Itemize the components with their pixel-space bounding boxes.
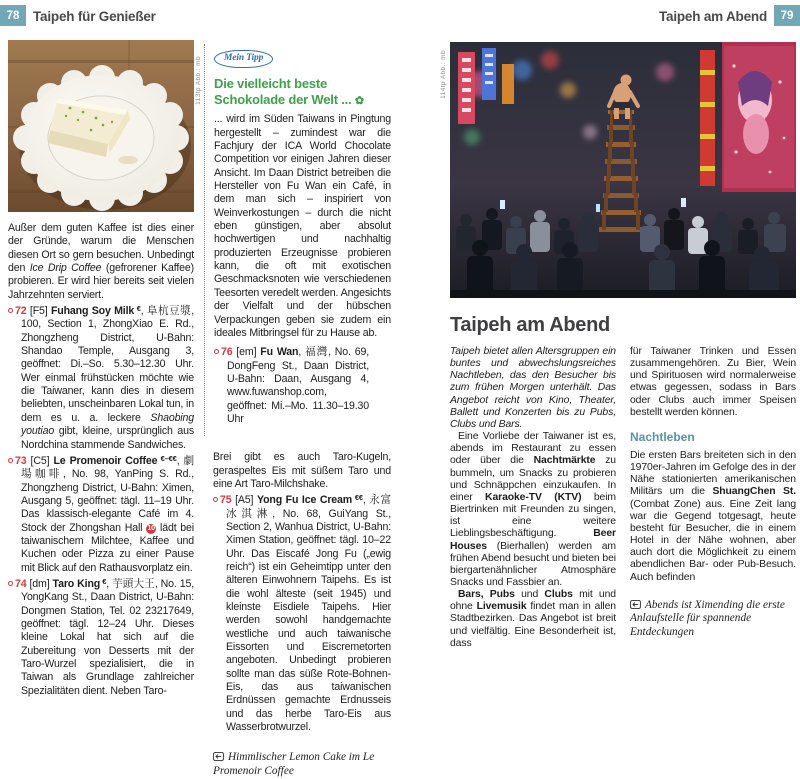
paragraph-bars-history xyxy=(630,450,796,584)
photo-ref-icon xyxy=(213,752,224,761)
text-segment: ... wird im Süden Taiwans in Pingtung hergestellt – zumindest war die Fachjury der ICA World Chocolate Competition vor einigen Jahren dieser Ansicht. Im Daan District betreiben die Hersteller von Fu Wan ein Café, in dem man sich – inspiriert von Weinverkostungen – durch die nicht eben günstigen, aber absolut hochwertigen und nachhaltig produzierten Erzeugnisse probieren kann, die oft mit exotischen Geschmacksnoten wie verschiedenen Teesorten veredelt werden. Angesichts der Vielfalt und der hübschen Verpackungen geben sie zudem ein ideales Mitbringsel für zu Hause ab. xyxy=(214,113,391,339)
tip-heading xyxy=(214,76,391,109)
text-segment: , 阜杭豆漿, 100, Section 1, ZhongXiao E. Rd., Zhongzheng District, U-Bahn: Shandao Temple, Ausgang 3, geöffnet: Di.–So. 5.30–12.30 Uhr. Wer einmal frühstücken möchte wie die Taiwaner, kann dies in diesem beliebten, unscheinbaren Lokal tun, in dem es u. a. leckere xyxy=(21,305,194,424)
text-segment: Nachtmärkte xyxy=(533,455,596,467)
text-segment: Shaobing youtiao xyxy=(21,411,194,438)
left-page-column-1 xyxy=(8,222,194,698)
right-page-columns xyxy=(450,346,796,650)
text-segment: 75 xyxy=(220,494,232,507)
photo-ref-icon xyxy=(630,600,641,609)
page-number-left: 78 xyxy=(0,5,26,26)
paragraph-taro xyxy=(213,451,391,491)
text-segment: Bars, Pubs xyxy=(458,589,515,601)
section-heading: Taipeh am Abend xyxy=(450,314,610,336)
page-number-right: 79 xyxy=(774,5,800,26)
paragraph-nightlife-1 xyxy=(450,431,616,589)
text-segment: [A5] xyxy=(231,494,257,507)
listing-entry-72 xyxy=(8,302,194,452)
text-segment: (Combat Zone) aus. Eine Zeit lang war die Gegend totgesagt, heute besteht für Besucher, die in einem Hotel in der Nähe wohnen, aber auch dort die Möglichkeit zu einem abendlichen Bar- oder Pub-Besuch. Auch befinden xyxy=(630,498,796,583)
text-segment: 73 xyxy=(15,454,27,467)
text-segment: und xyxy=(514,589,545,601)
listing-entry-74 xyxy=(8,575,194,698)
right-page-column-1 xyxy=(450,346,616,650)
poi-ring-icon xyxy=(8,458,13,463)
listing-entry-73 xyxy=(8,452,194,575)
text-segment: , 劇場咖啡, No. 98, YanPing S. Rd., Zhongzheng District, U-Bahn: Ximen, Ausgang 5, geöffnet: tägl. 11–19 Uhr. Das klassisch-elegante Café im 4. Stock der Zhongshan Hall xyxy=(21,454,194,534)
text-segment: Beer Houses xyxy=(450,528,616,552)
column-2-continuation xyxy=(204,451,391,779)
text-segment: Ice Drip Coffee xyxy=(29,262,102,275)
text-segment: Clubs xyxy=(544,589,573,601)
photo-credit-left: 113tp Abb.: mb xyxy=(195,56,202,105)
caption-right xyxy=(630,599,796,640)
text-segment: 74 xyxy=(15,577,27,590)
text-segment: ShuangChen St. xyxy=(712,486,796,498)
text-segment: [em] xyxy=(232,346,261,359)
paragraph-coffee xyxy=(8,222,194,302)
text-segment: Fuhang Soy Milk xyxy=(50,305,135,318)
text-segment: zu bummeln, um Snacks zu probieren und Schnäppchen einzukaufen. In einer xyxy=(450,455,616,503)
right-page-column-2 xyxy=(630,346,796,650)
paragraph-nightlife-2 xyxy=(450,589,616,650)
text-segment: Le Promenoir Coffee xyxy=(53,454,158,467)
listing-entry-76 xyxy=(214,346,391,426)
tip-body xyxy=(214,113,391,340)
text-segment: (gefrorener Kaffee) probieren. Er wird hier bereits seit vielen Jahrzehnten serviert. xyxy=(8,262,194,301)
text-segment: € xyxy=(100,576,107,586)
poi-ring-icon xyxy=(8,581,13,586)
photo-credit-right: 114tp Abb.: mb xyxy=(440,50,447,99)
text-segment: lädt bei taiwanischem Milchtee, Kaffee und Kuchen oder Pizza zu einer Pause mit Blick auf den Rathausvorplatz ein. xyxy=(21,521,194,574)
paragraph-continuation: für Taiwaner Trinken und Essen zusammengehören. Zu Bier, Wein und Spirituosen wird normalerweise etwas gegessen, sodass in Bars oder Clubs auch immer Speisen bestellt werden können. xyxy=(630,346,796,418)
text-segment: mit und ohne xyxy=(450,589,616,613)
text-segment: findet man in allen Stadtbezirken. Das Angebot ist breit und vielfältig. Eine Besonderheit ist, dass xyxy=(450,601,616,649)
text-segment: Außer dem guten Kaffee ist dies einer der Gründe, warum die Menschen diesen Ort so gern besuchen. Unbedingt den xyxy=(8,222,194,275)
text-segment: [C5] xyxy=(26,454,54,467)
ximending-street-photo xyxy=(450,42,796,298)
text-segment: gibt, kleine, ursprünglich aus Nordchina stammende Sandwiches. xyxy=(21,425,194,451)
text-segment: , 福灣, No. 69, DongFeng St., Daan District, U-Bahn: Daan, Ausgang 4, www.fuwanshop.com, geöffnet: Mi.–Mo. 11.30–19.30 Uhr xyxy=(227,346,369,425)
text-segment: Fu Wan xyxy=(260,346,299,359)
running-head-left: Taipeh für Genießer xyxy=(33,9,156,24)
text-segment: beim Biertrinken mit Freunden zu singen, ist eine weitere Lieblingsbeschäftigung. xyxy=(450,491,616,540)
text-segment: , 永富冰淇淋, No. 68, GuiYang St., Section 2, Wanhua District, U-Bahn: Ximen Station, geöffnet: tägl. 10–22 Uhr. Das Eiscafé Jong Fu („ewig reich“) ist ein Geheimtipp unter den älteren Einwohnern Taipehs. Es ist die wohl älteste (seit 1945) und kleinste Eisdiele Taipehs. Hier werden sowohl handgemachte westliche und auch taiwanische Eissorten und Eiscremetorten angeboten. Unbedingt probieren sollte man das süße Rote-Bohnen-Eis, das aus taiwanischen Erdnüssen gemachte Erdnusseis und das herbe Taro-Eis aus Wasserbrotwurzel. xyxy=(226,494,391,734)
text-segment: Taro King xyxy=(52,577,101,590)
text-segment: €€ xyxy=(352,493,363,503)
text-segment: € xyxy=(134,304,141,314)
text-segment: Brei gibt es auch Taro-Kugeln, geraspeltes Eis mit süßem Taro und eine Art Taro-Milchshake. xyxy=(213,451,391,490)
lemon-cake-photo xyxy=(8,40,194,212)
text-segment: [F5] xyxy=(26,305,51,318)
subheading-nachtleben: Nachtleben xyxy=(630,429,695,444)
map-marker-10-icon: 10 xyxy=(147,524,155,532)
intro-paragraph: Taipeh bietet allen Altersgruppen ein buntes und abwechslungsreiches Nachtleben, das den Besucher bis zum frühen Morgen unterhält. Das Angebot reicht von Kino, Theater, Ballett und Konzerten bis zu Pubs, Clubs und Bars. xyxy=(450,346,616,430)
badge-label: Mein Tipp xyxy=(224,53,264,63)
flower-icon: ✿ xyxy=(354,95,364,108)
text-segment: €–€€ xyxy=(157,453,177,463)
text-segment: Yong Fu Ice Cream xyxy=(256,494,353,507)
text-segment: [dm] xyxy=(26,577,53,590)
text-segment: Livemusik xyxy=(476,601,527,613)
tip-heading-text: Die vielleicht beste Schokolade der Welt ... xyxy=(214,76,352,108)
mein-tipp-badge xyxy=(214,50,273,68)
caption-left-text: Himmlischer Lemon Cake im Le Promenoir Coffee xyxy=(213,751,375,778)
left-page-column-2 xyxy=(204,44,391,779)
merian-tip-box xyxy=(204,44,391,436)
running-head-right: Taipeh am Abend xyxy=(658,9,767,24)
poi-ring-icon xyxy=(213,497,218,502)
text-segment: 76 xyxy=(221,346,233,359)
poi-ring-icon xyxy=(8,308,13,313)
text-segment: Karaoke-TV (KTV) xyxy=(485,491,582,503)
text-segment: Eine Vorliebe der Taiwaner ist es, abends im Restaurant zu essen oder über die xyxy=(450,431,616,467)
poi-ring-icon xyxy=(214,349,219,354)
caption-left xyxy=(213,751,391,779)
caption-right-text: Abends ist Ximending die erste Anlaufstelle für spannende Entdeckungen xyxy=(630,598,785,639)
text-segment: Die ersten Bars breiteten sich in den 1970er-Jahren im Gefolge des in der Nähe stationierten amerikanischen Militärs um die xyxy=(630,449,796,498)
text-segment: 72 xyxy=(15,305,27,318)
text-segment: (Bierhallen) werden am frühen Abend besucht und bieten bei biergartenähnlicher Atmosphäre Snacks und Fassbier an. xyxy=(450,540,616,588)
listing-entry-75 xyxy=(213,491,391,734)
text-segment: , 芋頭大王, No. 15, YongKang St., Daan District, U-Bahn: Dongmen Station, Tel. 02 23217649, geöffnet: tägl. 12–24 Uhr. Dieses kleine Lokal hat sich auf die Zubereitung von Desserts mit der Taro-Wurzel spezialisiert, die in Taiwan als Grundlage zahlreicher Spezialitäten dient. Neben Taro- xyxy=(21,577,194,697)
